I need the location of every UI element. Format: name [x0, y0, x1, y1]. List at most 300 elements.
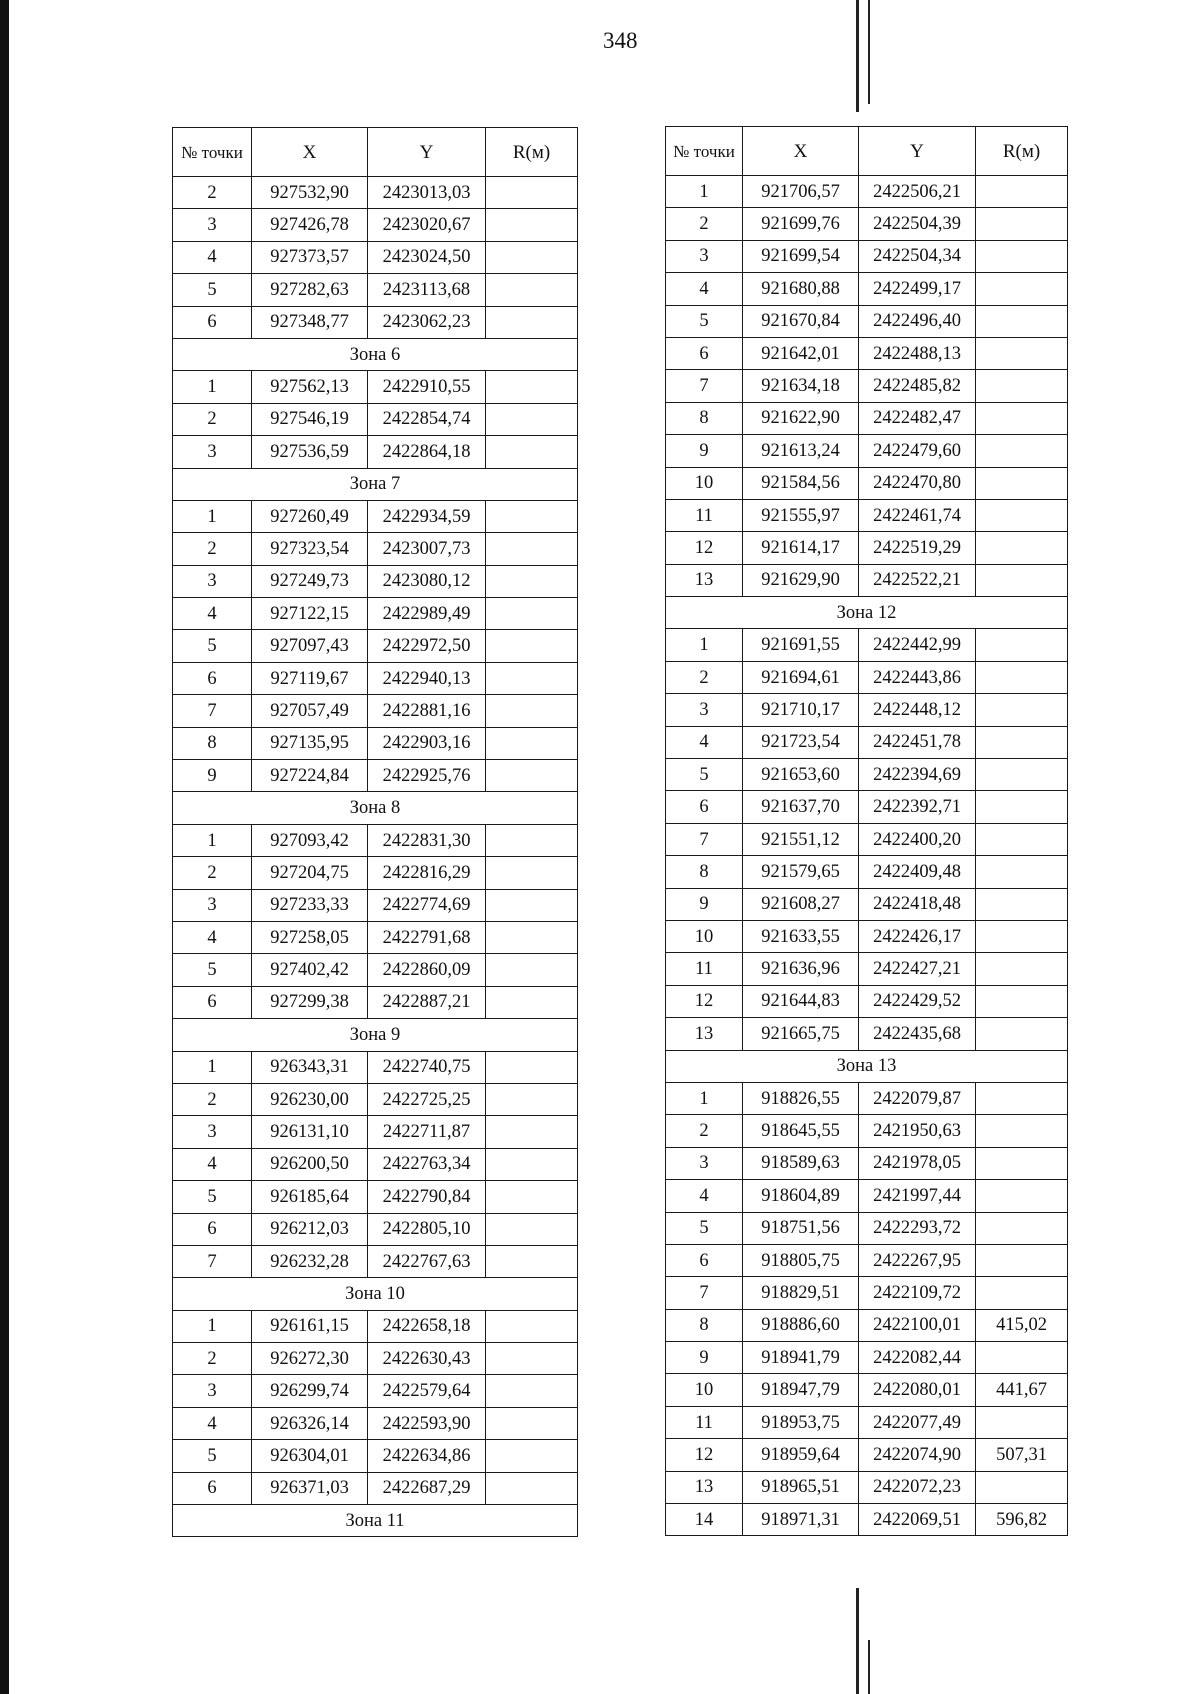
- radius-cell: [486, 1148, 578, 1180]
- x-cell: 927323,54: [252, 533, 368, 565]
- y-cell: 2422109,72: [859, 1277, 976, 1309]
- table-row: [173, 630, 578, 662]
- y-cell: 2422519,29: [859, 532, 976, 564]
- radius-cell: [976, 629, 1068, 661]
- zone-title: Зона 11: [173, 1505, 578, 1537]
- table-row: [173, 306, 578, 338]
- point-number-cell: 8: [666, 856, 743, 888]
- table-row: [666, 208, 1068, 240]
- table-row: [666, 1439, 1068, 1471]
- table-row: [173, 921, 578, 953]
- radius-cell: [486, 1472, 578, 1504]
- table-row: [173, 1213, 578, 1245]
- y-cell: 2422392,71: [859, 791, 976, 823]
- point-number-cell: 2: [173, 857, 252, 889]
- radius-cell: [976, 1244, 1068, 1276]
- table-row: [666, 1115, 1068, 1147]
- x-cell: 926371,03: [252, 1472, 368, 1504]
- y-cell: 2422805,10: [368, 1213, 486, 1245]
- point-number-cell: 2: [666, 1115, 743, 1147]
- table-row: [173, 727, 578, 759]
- y-cell: 2422461,74: [859, 499, 976, 531]
- point-number-cell: 7: [173, 695, 252, 727]
- y-cell: 2422506,21: [859, 176, 976, 208]
- point-number-cell: 2: [173, 177, 252, 209]
- point-number-cell: 12: [666, 1439, 743, 1471]
- y-cell: 2422903,16: [368, 727, 486, 759]
- point-number-cell: 1: [173, 824, 252, 856]
- y-cell: 2422080,01: [859, 1374, 976, 1406]
- x-cell: 927097,43: [252, 630, 368, 662]
- radius-cell: [976, 985, 1068, 1017]
- y-cell: 2423024,50: [368, 241, 486, 273]
- zone-title: Зона 10: [173, 1278, 578, 1310]
- radius-cell: [486, 954, 578, 986]
- y-cell: 2422910,55: [368, 371, 486, 403]
- y-cell: 2422488,13: [859, 337, 976, 369]
- table-row: [666, 791, 1068, 823]
- table-row: [666, 661, 1068, 693]
- y-cell: 2422860,09: [368, 954, 486, 986]
- point-number-cell: 1: [173, 371, 252, 403]
- x-cell: 918645,55: [743, 1115, 859, 1147]
- x-cell: 926200,50: [252, 1148, 368, 1180]
- table-row: [173, 889, 578, 921]
- x-cell: 921637,70: [743, 791, 859, 823]
- y-cell: 2422435,68: [859, 1018, 976, 1050]
- x-cell: 918829,51: [743, 1277, 859, 1309]
- point-number-cell: 3: [173, 889, 252, 921]
- table-row: [173, 1051, 578, 1083]
- point-number-cell: 8: [666, 1309, 743, 1341]
- point-number-cell: 6: [173, 986, 252, 1018]
- radius-cell: [486, 824, 578, 856]
- zone-title: Зона 12: [666, 597, 1068, 629]
- x-cell: 927546,19: [252, 403, 368, 435]
- radius-cell: [976, 1082, 1068, 1114]
- y-cell: 2423080,12: [368, 565, 486, 597]
- table-row: [173, 1440, 578, 1472]
- point-number-cell: 11: [666, 1406, 743, 1438]
- point-number-cell: 2: [666, 661, 743, 693]
- radius-cell: [976, 759, 1068, 791]
- x-cell: 921699,76: [743, 208, 859, 240]
- x-cell: 918965,51: [743, 1471, 859, 1503]
- x-cell: 927122,15: [252, 598, 368, 630]
- y-cell: 2422499,17: [859, 273, 976, 305]
- point-number-cell: 3: [173, 1375, 252, 1407]
- radius-cell: [486, 1245, 578, 1277]
- radius-cell: [976, 240, 1068, 272]
- y-cell: 2422442,99: [859, 629, 976, 661]
- y-cell: 2422934,59: [368, 500, 486, 532]
- radius-cell: [976, 467, 1068, 499]
- x-cell: 927402,42: [252, 954, 368, 986]
- point-number-cell: 1: [666, 629, 743, 661]
- y-cell: 2422864,18: [368, 436, 486, 468]
- radius-cell: [486, 889, 578, 921]
- radius-cell: [486, 1116, 578, 1148]
- x-cell: 918604,89: [743, 1180, 859, 1212]
- point-number-cell: 5: [173, 274, 252, 306]
- point-number-cell: 6: [666, 791, 743, 823]
- table-row: [173, 1116, 578, 1148]
- y-cell: 2422100,01: [859, 1309, 976, 1341]
- y-cell: 2422854,74: [368, 403, 486, 435]
- y-cell: 2422418,48: [859, 888, 976, 920]
- radius-cell: [486, 1310, 578, 1342]
- x-cell: 921723,54: [743, 726, 859, 758]
- zone-title: Зона 7: [173, 468, 578, 500]
- radius-cell: [976, 1406, 1068, 1438]
- x-cell: 927426,78: [252, 209, 368, 241]
- point-number-cell: 11: [666, 499, 743, 531]
- table-row: [666, 1277, 1068, 1309]
- header-x: X: [743, 127, 859, 176]
- x-cell: 921629,90: [743, 564, 859, 596]
- y-cell: 2422504,34: [859, 240, 976, 272]
- binding-mark-bottom: [856, 1588, 859, 1694]
- radius-cell: [486, 1181, 578, 1213]
- x-cell: 927233,33: [252, 889, 368, 921]
- table-row: [666, 629, 1068, 661]
- table-row: [666, 1147, 1068, 1179]
- header-row: [666, 127, 1068, 176]
- zone-row: [666, 597, 1068, 629]
- point-number-cell: 9: [666, 1342, 743, 1374]
- radius-cell: [486, 695, 578, 727]
- point-number-cell: 7: [666, 823, 743, 855]
- table-row: [173, 403, 578, 435]
- x-cell: 927224,84: [252, 760, 368, 792]
- y-cell: 2421950,63: [859, 1115, 976, 1147]
- y-cell: 2422831,30: [368, 824, 486, 856]
- point-number-cell: 5: [173, 630, 252, 662]
- zone-row: [173, 792, 578, 824]
- x-cell: 927204,75: [252, 857, 368, 889]
- y-cell: 2422082,44: [859, 1342, 976, 1374]
- radius-cell: [976, 953, 1068, 985]
- table-row: [173, 565, 578, 597]
- y-cell: 2422448,12: [859, 694, 976, 726]
- radius-cell: [976, 1342, 1068, 1374]
- y-cell: 2422740,75: [368, 1051, 486, 1083]
- point-number-cell: 2: [173, 1083, 252, 1115]
- header-row: [173, 128, 578, 177]
- header-radius: R(м): [486, 128, 578, 177]
- table-row: [173, 1245, 578, 1277]
- radius-cell: [976, 208, 1068, 240]
- y-cell: 2422496,40: [859, 305, 976, 337]
- table-row: [666, 1504, 1068, 1536]
- zone-title: Зона 9: [173, 1019, 578, 1051]
- point-number-cell: 4: [173, 1407, 252, 1439]
- y-cell: 2422293,72: [859, 1212, 976, 1244]
- x-cell: 926212,03: [252, 1213, 368, 1245]
- page-number: 348: [603, 28, 638, 53]
- table-row: [173, 177, 578, 209]
- x-cell: 926131,10: [252, 1116, 368, 1148]
- x-cell: 927562,13: [252, 371, 368, 403]
- radius-cell: [486, 662, 578, 694]
- x-cell: 921644,83: [743, 985, 859, 1017]
- point-number-cell: 6: [173, 306, 252, 338]
- radius-cell: [486, 209, 578, 241]
- radius-cell: [976, 337, 1068, 369]
- binding-mark-top: [856, 0, 859, 112]
- radius-cell: [976, 823, 1068, 855]
- table-row: [666, 726, 1068, 758]
- radius-cell: [976, 1471, 1068, 1503]
- x-cell: 921636,96: [743, 953, 859, 985]
- point-number-cell: 1: [173, 1051, 252, 1083]
- table-row: [173, 824, 578, 856]
- table-row: [666, 953, 1068, 985]
- point-number-cell: 6: [173, 1472, 252, 1504]
- radius-cell: [976, 176, 1068, 208]
- y-cell: 2422774,69: [368, 889, 486, 921]
- table-row: [666, 337, 1068, 369]
- table-row: [173, 1375, 578, 1407]
- table-row: [666, 1406, 1068, 1438]
- y-cell: 2422658,18: [368, 1310, 486, 1342]
- point-number-cell: 13: [666, 1471, 743, 1503]
- x-cell: 926232,28: [252, 1245, 368, 1277]
- radius-cell: [486, 857, 578, 889]
- radius-cell: [486, 306, 578, 338]
- y-cell: 2422634,86: [368, 1440, 486, 1472]
- radius-cell: [976, 1018, 1068, 1050]
- y-cell: 2422267,95: [859, 1244, 976, 1276]
- scan-page-edge: [0, 0, 9, 1694]
- point-number-cell: 1: [173, 500, 252, 532]
- x-cell: 927119,67: [252, 662, 368, 694]
- table-row: [173, 274, 578, 306]
- radius-cell: 507,31: [976, 1439, 1068, 1471]
- y-cell: 2422989,49: [368, 598, 486, 630]
- table-row: [173, 436, 578, 468]
- x-cell: 927258,05: [252, 921, 368, 953]
- y-cell: 2422394,69: [859, 759, 976, 791]
- y-cell: 2422593,90: [368, 1407, 486, 1439]
- right-table-body: [666, 176, 1068, 1536]
- table-row: [173, 209, 578, 241]
- right-coordinates-table: [665, 126, 1068, 1536]
- table-row: [666, 370, 1068, 402]
- table-row: [173, 1472, 578, 1504]
- binding-mark-top-thin: [868, 0, 870, 104]
- x-cell: 921634,18: [743, 370, 859, 402]
- radius-cell: [486, 1051, 578, 1083]
- radius-cell: [486, 1083, 578, 1115]
- point-number-cell: 4: [173, 1148, 252, 1180]
- table-row: [173, 1181, 578, 1213]
- y-cell: 2422767,63: [368, 1245, 486, 1277]
- y-cell: 2422479,60: [859, 435, 976, 467]
- y-cell: 2422069,51: [859, 1504, 976, 1536]
- x-cell: 921579,65: [743, 856, 859, 888]
- point-number-cell: 9: [173, 760, 252, 792]
- point-number-cell: 6: [173, 1213, 252, 1245]
- radius-cell: [976, 435, 1068, 467]
- y-cell: 2422426,17: [859, 920, 976, 952]
- point-number-cell: 4: [173, 598, 252, 630]
- header-point-number: № точки: [173, 128, 252, 177]
- table-row: [666, 1180, 1068, 1212]
- table-row: [666, 1374, 1068, 1406]
- point-number-cell: 1: [666, 176, 743, 208]
- point-number-cell: 5: [173, 1181, 252, 1213]
- table-row: [666, 532, 1068, 564]
- point-number-cell: 13: [666, 1018, 743, 1050]
- table-row: [173, 662, 578, 694]
- radius-cell: [976, 1115, 1068, 1147]
- x-cell: 926185,64: [252, 1181, 368, 1213]
- table-row: [173, 1407, 578, 1439]
- y-cell: 2422579,64: [368, 1375, 486, 1407]
- point-number-cell: 3: [666, 240, 743, 272]
- x-cell: 926343,31: [252, 1051, 368, 1083]
- table-row: [666, 920, 1068, 952]
- point-number-cell: 10: [666, 467, 743, 499]
- radius-cell: 596,82: [976, 1504, 1068, 1536]
- y-cell: 2422077,49: [859, 1406, 976, 1438]
- point-number-cell: 3: [666, 1147, 743, 1179]
- table-row: [666, 1244, 1068, 1276]
- table-row: [666, 467, 1068, 499]
- zone-title: Зона 13: [666, 1050, 1068, 1082]
- point-number-cell: 8: [666, 402, 743, 434]
- radius-cell: [486, 1440, 578, 1472]
- x-cell: 927536,59: [252, 436, 368, 468]
- table-row: [173, 241, 578, 273]
- x-cell: 918959,64: [743, 1439, 859, 1471]
- x-cell: 921551,12: [743, 823, 859, 855]
- table-row: [666, 273, 1068, 305]
- radius-cell: [486, 565, 578, 597]
- x-cell: 927299,38: [252, 986, 368, 1018]
- table-row: [666, 759, 1068, 791]
- radius-cell: [486, 274, 578, 306]
- radius-cell: [976, 1180, 1068, 1212]
- radius-cell: [976, 564, 1068, 596]
- table-row: [173, 1310, 578, 1342]
- binding-mark-bottom-thin: [868, 1640, 870, 1694]
- point-number-cell: 8: [173, 727, 252, 759]
- zone-title: Зона 8: [173, 792, 578, 824]
- x-cell: 927282,63: [252, 274, 368, 306]
- table-row: [173, 1083, 578, 1115]
- table-row: [666, 240, 1068, 272]
- y-cell: 2422429,52: [859, 985, 976, 1017]
- point-number-cell: 3: [173, 565, 252, 597]
- radius-cell: [486, 533, 578, 565]
- radius-cell: [486, 1213, 578, 1245]
- radius-cell: [976, 499, 1068, 531]
- point-number-cell: 4: [666, 726, 743, 758]
- table-row: [666, 985, 1068, 1017]
- point-number-cell: 3: [173, 436, 252, 468]
- x-cell: 926304,01: [252, 1440, 368, 1472]
- table-row: [666, 856, 1068, 888]
- y-cell: 2422687,29: [368, 1472, 486, 1504]
- x-cell: 926272,30: [252, 1343, 368, 1375]
- zone-row: [173, 468, 578, 500]
- y-cell: 2422074,90: [859, 1439, 976, 1471]
- y-cell: 2422630,43: [368, 1343, 486, 1375]
- table-row: [666, 564, 1068, 596]
- radius-cell: [976, 726, 1068, 758]
- x-cell: 927260,49: [252, 500, 368, 532]
- y-cell: 2422881,16: [368, 695, 486, 727]
- point-number-cell: 6: [173, 662, 252, 694]
- radius-cell: [976, 1277, 1068, 1309]
- x-cell: 918941,79: [743, 1342, 859, 1374]
- radius-cell: [486, 986, 578, 1018]
- x-cell: 926326,14: [252, 1407, 368, 1439]
- x-cell: 918886,60: [743, 1309, 859, 1341]
- radius-cell: [486, 500, 578, 532]
- radius-cell: [486, 598, 578, 630]
- x-cell: 918947,79: [743, 1374, 859, 1406]
- point-number-cell: 2: [173, 1343, 252, 1375]
- table-row: [666, 1471, 1068, 1503]
- x-cell: 926230,00: [252, 1083, 368, 1115]
- x-cell: 927348,77: [252, 306, 368, 338]
- y-cell: 2422485,82: [859, 370, 976, 402]
- point-number-cell: 4: [666, 273, 743, 305]
- point-number-cell: 5: [666, 759, 743, 791]
- zone-row: [666, 1050, 1068, 1082]
- radius-cell: [486, 1407, 578, 1439]
- table-row: [173, 1148, 578, 1180]
- zone-row: [173, 1019, 578, 1051]
- x-cell: 927532,90: [252, 177, 368, 209]
- radius-cell: [976, 856, 1068, 888]
- point-number-cell: 7: [666, 1277, 743, 1309]
- x-cell: 918826,55: [743, 1082, 859, 1114]
- radius-cell: [486, 760, 578, 792]
- point-number-cell: 4: [173, 241, 252, 273]
- x-cell: 921699,54: [743, 240, 859, 272]
- header-x: X: [252, 128, 368, 177]
- table-row: [173, 533, 578, 565]
- table-row: [666, 176, 1068, 208]
- x-cell: 921710,17: [743, 694, 859, 726]
- radius-cell: [976, 273, 1068, 305]
- table-row: [173, 1343, 578, 1375]
- x-cell: 926161,15: [252, 1310, 368, 1342]
- table-row: [173, 371, 578, 403]
- x-cell: 921680,88: [743, 273, 859, 305]
- table-row: [666, 1082, 1068, 1114]
- radius-cell: [976, 661, 1068, 693]
- y-cell: 2422763,34: [368, 1148, 486, 1180]
- point-number-cell: 2: [173, 403, 252, 435]
- y-cell: 2422972,50: [368, 630, 486, 662]
- table-row: [666, 1212, 1068, 1244]
- y-cell: 2423013,03: [368, 177, 486, 209]
- y-cell: 2422443,86: [859, 661, 976, 693]
- point-number-cell: 3: [173, 209, 252, 241]
- x-cell: 918953,75: [743, 1406, 859, 1438]
- x-cell: 921622,90: [743, 402, 859, 434]
- x-cell: 921555,97: [743, 499, 859, 531]
- point-number-cell: 6: [666, 1244, 743, 1276]
- x-cell: 921608,27: [743, 888, 859, 920]
- radius-cell: [976, 370, 1068, 402]
- radius-cell: [486, 371, 578, 403]
